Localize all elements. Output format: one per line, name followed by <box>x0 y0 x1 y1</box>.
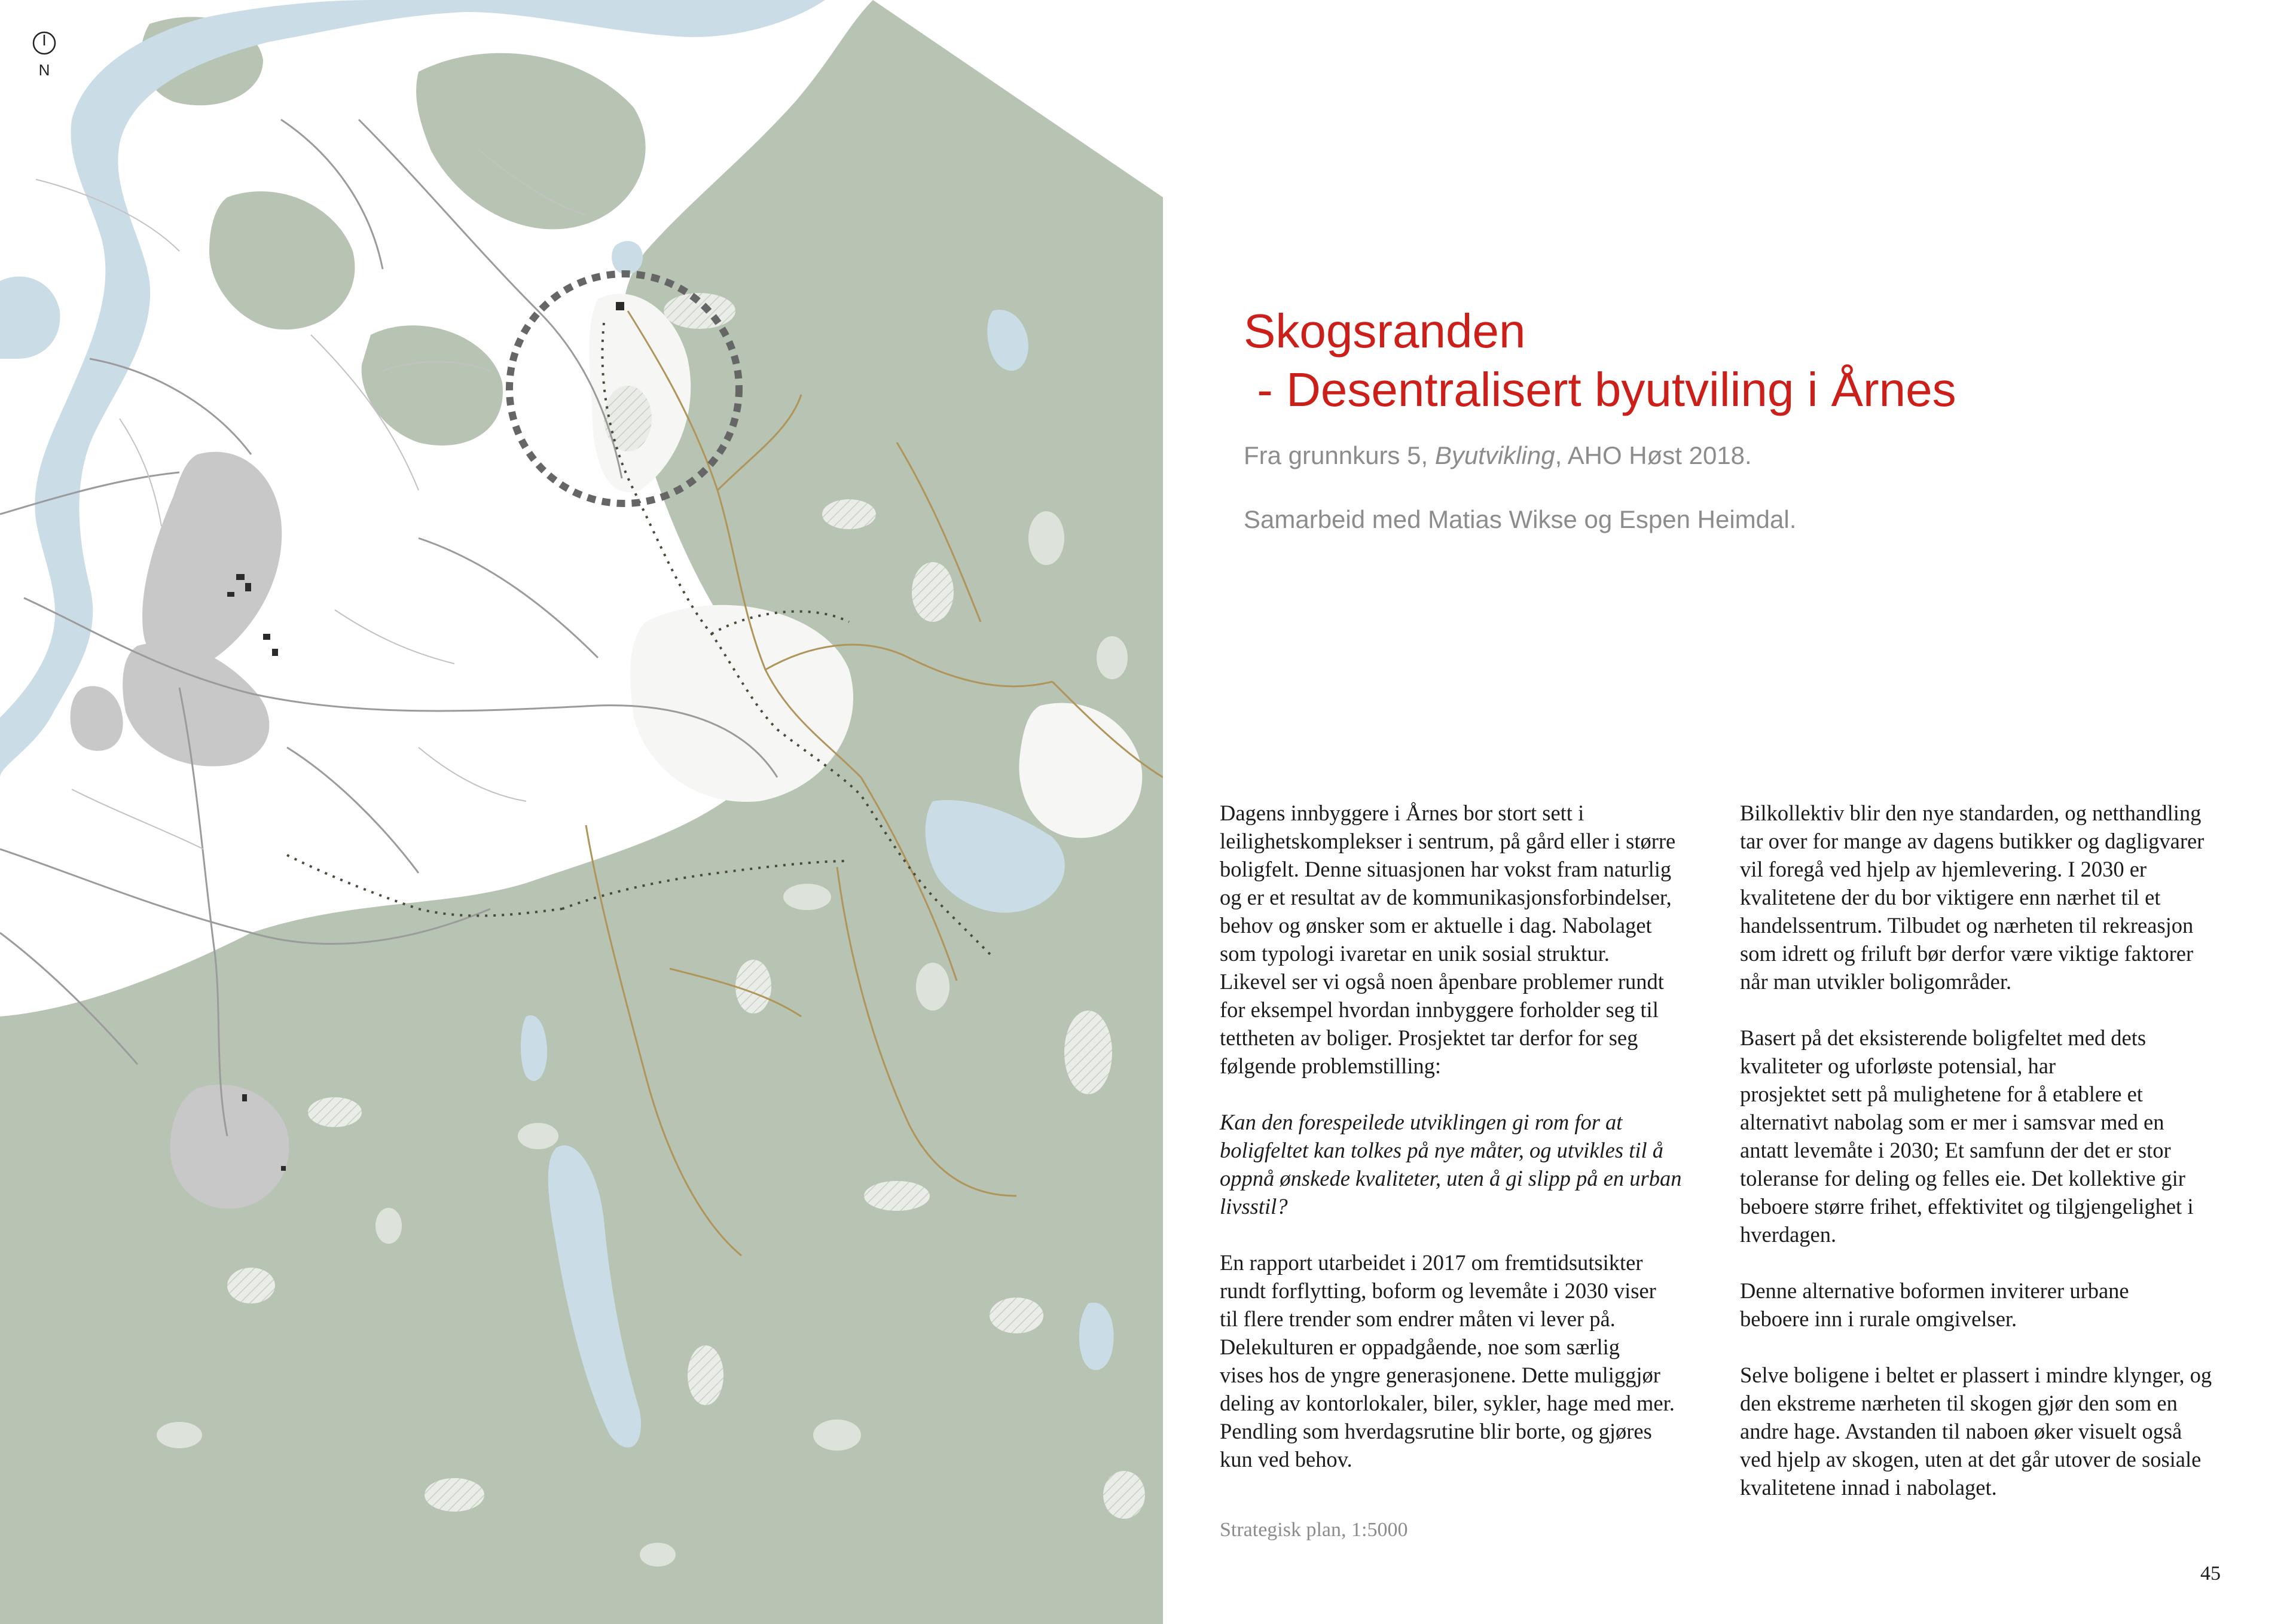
paragraph: Selve boligene i beltet er plassert i mindre klynger, og den ekstreme nærheten til skogen gjør den som en andre hage. Avstanden til naboen øker visuelt også ved hjelp av skogen, uten at det går utover de sosiale kvalitetene innad i nabolaget. <box>1740 1363 2212 1500</box>
paragraph: Dagens innbyggere i Årnes bor stort sett i leilighetskomplekser i sentrum, på gård eller i større boligfelt. Denne situasjonen har vokst fram naturlig og er et resultat av de kommunikasjonsforbindelser, behov og ønsker som er aktuelle i dag. Nabolaget som typologi ivaretar en unik sosial struktur. Likevel ser vi også noen åpenbare problemer rundt for eksempel hvordan innbyggere forholder seg til tettheten av boliger. Prosjektet tar derfor for seg følgende problemstilling: <box>1220 801 1676 1078</box>
paragraph: Basert på det eksisterende boligfeltet med dets kvaliteter og uforløste potensial, har prosjektet sett på mulighetene for å etablere et alternativt nabolag som er mer i samsvar med en antatt levemåte i 2030; Et samfunn der det er stor toleranse for deling og felles eie. Det kollektive gir beboere større frihet, effektivitet og tilgjengelighet i hverdagen. <box>1740 1025 2194 1247</box>
forest-patch-north <box>416 53 646 230</box>
paragraph: Denne alternative boformen inviterer urbane beboere inn i rurale omgivelser. <box>1740 1278 2129 1331</box>
collaboration-line: Samarbeid med Matias Wikse og Espen Heimdal. <box>1244 505 1797 533</box>
paragraph: Bilkollektiv blir den nye standarden, og netthandling tar over for mange av dagens butikker og dagligvarer vil foregå ved hjelp av hjemlevering. I 2030 er kvalitetene der du bor viktigere enn nærhet til et handelssentrum. Tilbudet og nærheten til rekreasjon som idrett og friluft bør derfor være viktige faktorer når man utvikler boligområder. <box>1740 801 2205 994</box>
page-title <box>1244 302 1956 419</box>
title-line-2: - Desentralisert byutviling i Årnes <box>1244 363 1956 416</box>
subtitle-course: Byutvikling <box>1434 441 1555 469</box>
north-label: N <box>38 61 50 79</box>
forest-patch-west <box>209 191 355 329</box>
body-column-left <box>1220 799 1734 1501</box>
subtitle-suffix: , AHO Høst 2018. <box>1555 441 1752 469</box>
north-arrow-icon <box>31 30 57 56</box>
river-lake-west <box>0 276 60 359</box>
body-column-right <box>1740 799 2254 1530</box>
subtitle-prefix: Fra grunnkurs 5, <box>1244 441 1435 469</box>
paragraph: En rapport utarbeidet i 2017 om fremtidsutsikter rundt forflytting, boform og levemåte i 2030 viser til flere trender som endrer måten vi lever på. Delekulturen er oppadgående, noe som særlig vises hos de yngre generasjonene. Dette muliggjør deling av kontorlokaler, biler, sykler, hage med mer. Pendling som hverdagsrutine blir borte, og gjøres kun ved behov. <box>1220 1250 1675 1472</box>
forest-patch-mid <box>362 325 503 445</box>
page-number: 45 <box>2200 1562 2221 1585</box>
research-question: Kan den forespeilede utviklingen gi rom for at boligfeltet kan tolkes på nye måter, og utvikles til å oppnå ønskede kvaliteter, uten å gi slipp på en urban livsstil? <box>1220 1110 1682 1219</box>
north-arrow <box>31 30 67 85</box>
title-line-1: Skogsranden <box>1244 304 1526 358</box>
map-caption: Strategisk plan, 1:5000 <box>1220 1519 1408 1541</box>
lake-north <box>612 241 643 274</box>
course-subtitle <box>1244 441 1752 470</box>
